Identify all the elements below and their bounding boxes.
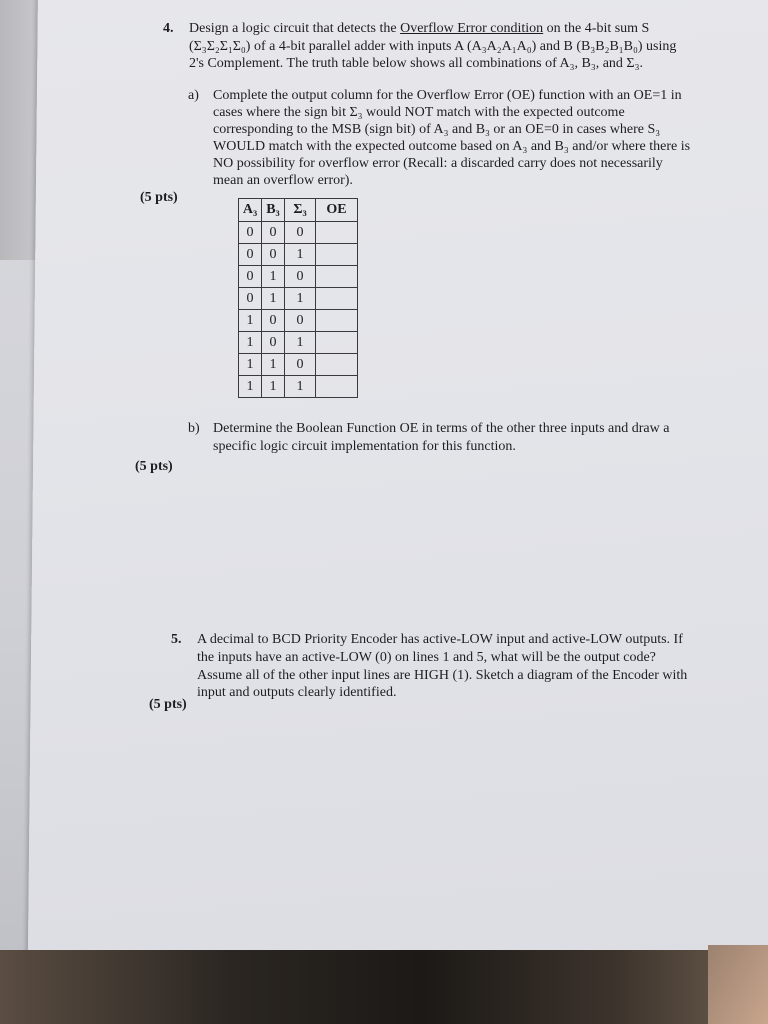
table-row bbox=[239, 310, 358, 332]
cell-oe[interactable] bbox=[316, 354, 358, 376]
question-4-intro bbox=[189, 21, 749, 72]
cell-a3: 1 bbox=[239, 332, 262, 354]
cell-oe[interactable] bbox=[316, 244, 358, 266]
cell-sigma3: 1 bbox=[285, 244, 316, 266]
cell-a3: 0 bbox=[239, 222, 262, 244]
part-a-line: corresponding to the MSB (sign bit) of A₃ and B₃ or an OE=0 in cases where S₃ bbox=[213, 122, 661, 137]
part-a-instructions bbox=[213, 88, 743, 189]
cell-b3: 1 bbox=[262, 354, 285, 376]
table-row bbox=[239, 354, 358, 376]
cell-sigma3: 0 bbox=[285, 354, 316, 376]
question-5-points: (5 pts) bbox=[149, 697, 187, 712]
part-a-line: cases where the sign bit Σ₃ would NOT match with the expected outcome bbox=[213, 105, 625, 120]
q5-line: input and outputs clearly identified. bbox=[197, 685, 397, 700]
part-b-line-2: specific logic circuit implementation for this function. bbox=[213, 439, 516, 454]
cell-b3: 1 bbox=[262, 376, 285, 398]
table-row bbox=[239, 266, 358, 288]
q5-line: Assume all of the other input lines are HIGH (1). Sketch a diagram of the Encoder with bbox=[197, 668, 688, 683]
q5-line: A decimal to BCD Priority Encoder has active-LOW input and active-LOW outputs. If bbox=[197, 632, 683, 647]
truth-table bbox=[238, 198, 358, 398]
part-b-line-1: Determine the Boolean Function OE in terms of the other three inputs and draw a bbox=[213, 421, 670, 436]
cell-oe[interactable] bbox=[316, 376, 358, 398]
cell-oe[interactable] bbox=[316, 332, 358, 354]
cell-a3: 1 bbox=[239, 354, 262, 376]
header-sigma3: Σ₃ bbox=[285, 199, 316, 222]
table-row bbox=[239, 244, 358, 266]
part-a-line: NO possibility for overflow error (Recall: a discarded carry does not necessarily bbox=[213, 156, 663, 171]
cell-oe[interactable] bbox=[316, 266, 358, 288]
part-a-line: Complete the output column for the Overflow Error (OE) function with an OE=1 in bbox=[213, 88, 682, 103]
cell-a3: 1 bbox=[239, 376, 262, 398]
cell-sigma3: 1 bbox=[285, 332, 316, 354]
part-b-points: (5 pts) bbox=[135, 459, 173, 474]
part-a-label: a) bbox=[188, 88, 199, 103]
cell-sigma3: 1 bbox=[285, 376, 316, 398]
cell-a3: 0 bbox=[239, 266, 262, 288]
cell-b3: 0 bbox=[262, 310, 285, 332]
cell-b3: 1 bbox=[262, 288, 285, 310]
part-a-points: (5 pts) bbox=[140, 190, 178, 205]
header-b3: B₃ bbox=[262, 199, 285, 222]
table-row bbox=[239, 288, 358, 310]
question-4-number: 4. bbox=[163, 21, 174, 36]
cell-sigma3: 1 bbox=[285, 288, 316, 310]
cell-b3: 1 bbox=[262, 266, 285, 288]
part-b-label: b) bbox=[188, 421, 200, 436]
cell-a3: 0 bbox=[239, 288, 262, 310]
cell-b3: 0 bbox=[262, 222, 285, 244]
part-a-line: mean an overflow error). bbox=[213, 173, 353, 188]
truth-table-header-row bbox=[239, 199, 358, 222]
overflow-error-condition-underlined: Overflow Error condition bbox=[400, 21, 544, 36]
q4-intro-line-1: Design a logic circuit that detects the Overflow Error condition on the 4-bit sum S bbox=[189, 21, 650, 36]
table-row bbox=[239, 376, 358, 398]
cell-sigma3: 0 bbox=[285, 266, 316, 288]
cell-a3: 0 bbox=[239, 244, 262, 266]
cell-sigma3: 0 bbox=[285, 222, 316, 244]
cell-b3: 0 bbox=[262, 244, 285, 266]
cell-b3: 0 bbox=[262, 332, 285, 354]
question-5-text bbox=[197, 632, 757, 701]
question-5-number: 5. bbox=[171, 632, 182, 647]
header-oe: OE bbox=[316, 199, 358, 222]
table-row bbox=[239, 332, 358, 354]
part-a-line: WOULD match with the expected outcome based on A₃ and B₃ and/or where there is bbox=[213, 139, 691, 154]
table-row bbox=[239, 222, 358, 244]
header-a3: A₃ bbox=[239, 199, 262, 222]
cell-oe[interactable] bbox=[316, 222, 358, 244]
cell-oe[interactable] bbox=[316, 310, 358, 332]
q4-intro-line-3: 2's Complement. The truth table below shows all combinations of A₃, B₃, and Σ₃. bbox=[189, 56, 643, 71]
cell-a3: 1 bbox=[239, 310, 262, 332]
q5-line: the inputs have an active-LOW (0) on lines 1 and 5, what will be the output code? bbox=[197, 650, 656, 665]
cell-sigma3: 0 bbox=[285, 310, 316, 332]
q4-intro-line-2: (Σ₃Σ₂Σ₁Σ₀) of a 4-bit parallel adder with inputs A (A₃A₂A₁A₀) and B (B₃B₂B₁B₀) using bbox=[189, 39, 677, 54]
part-b-instructions bbox=[213, 421, 743, 455]
cell-oe[interactable] bbox=[316, 288, 358, 310]
